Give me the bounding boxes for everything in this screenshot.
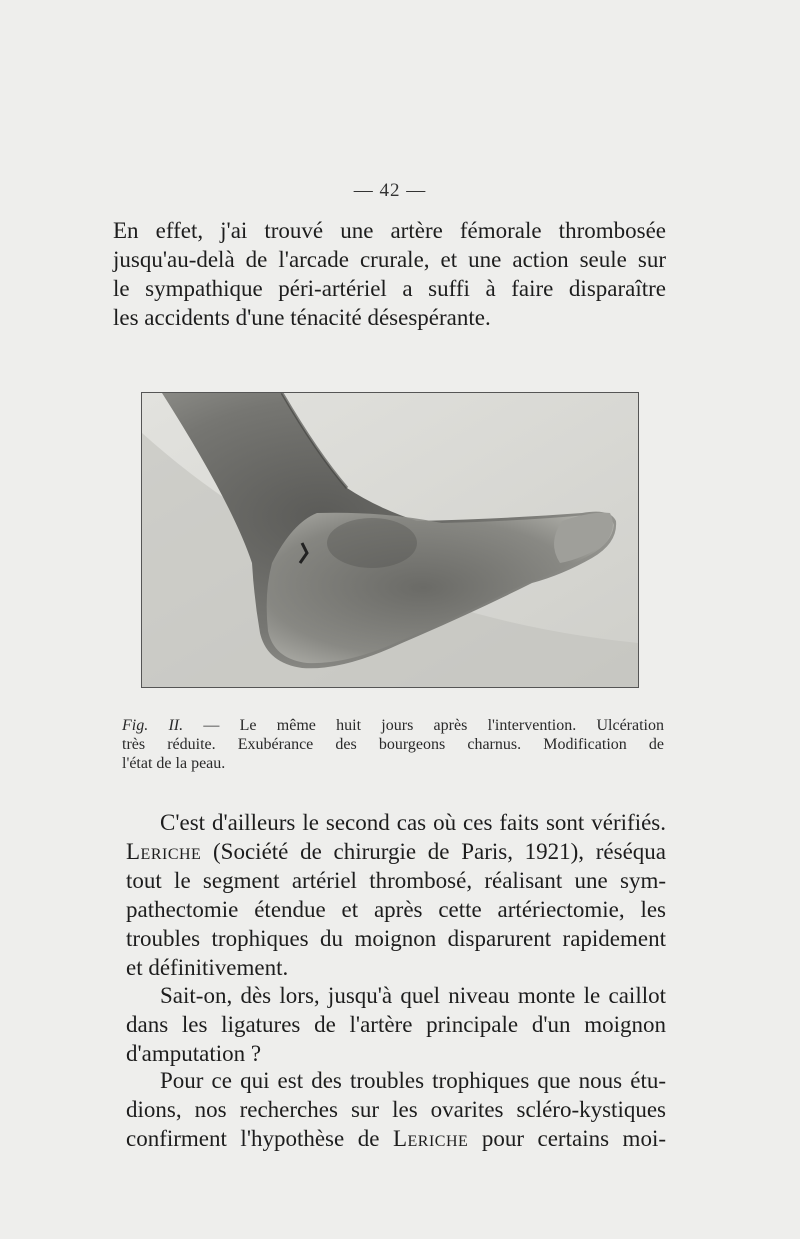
caption-line — [122, 716, 664, 735]
figure-photo — [141, 392, 639, 688]
author-name: Leriche — [392, 1126, 469, 1151]
text-line: pathectomie étendue et après cette artériectomie, les — [126, 897, 666, 922]
text-line — [126, 1124, 666, 1153]
foot-photograph — [142, 393, 638, 687]
text-line: et définitivement. — [126, 955, 289, 980]
caption-line: l'état de la peau. — [122, 755, 226, 772]
text-fragment: (Société de chirurgie de Paris, 1921), réséqua — [201, 839, 666, 864]
paragraph — [126, 981, 666, 1068]
text-line: C'est d'ailleurs le second cas où ces faits sont vérifiés. — [160, 810, 666, 835]
text-line: dans les ligatures de l'artère principale d'un moignon — [126, 1012, 666, 1037]
text-line — [126, 837, 666, 866]
paragraph — [126, 1066, 666, 1153]
text-line: jusqu'au-delà de l'arcade crurale, et une action seule sur — [113, 247, 666, 272]
text-line: dions, nos recherches sur les ovarites scléro-kystiques — [126, 1097, 666, 1122]
text-line: En effet, j'ai trouvé une artère fémorale thrombosée — [113, 218, 666, 243]
figure-caption — [122, 716, 664, 773]
text-fragment: pour certains moi- — [468, 1126, 666, 1151]
text-line: d'amputation ? — [126, 1041, 262, 1066]
text-line: les accidents d'une ténacité désespérante. — [113, 305, 491, 330]
paragraph — [113, 216, 666, 332]
text-line: tout le segment artériel thrombosé, réalisant une sym- — [126, 868, 666, 893]
text-line: troubles trophiques du moignon disparurent rapidement — [126, 926, 666, 951]
paragraph — [126, 808, 666, 982]
text-line: Sait-on, dès lors, jusqu'à quel niveau monte le caillot — [160, 983, 666, 1008]
caption-text: — Le même huit jours après l'intervention. Ulcération — [183, 717, 665, 734]
page-number: — 42 — — [353, 180, 427, 201]
caption-line: très réduite. Exubérance des bourgeons charnus. Modification de — [122, 736, 664, 753]
text-fragment: confirment l'hypothèse de — [126, 1126, 393, 1151]
figure-reference: Fig. II. — [122, 717, 184, 734]
author-name: Leriche — [126, 839, 202, 864]
text-line: le sympathique péri-artériel a suffi à faire disparaître — [113, 276, 666, 301]
text-line: Pour ce qui est des troubles trophiques que nous étu- — [160, 1068, 666, 1093]
